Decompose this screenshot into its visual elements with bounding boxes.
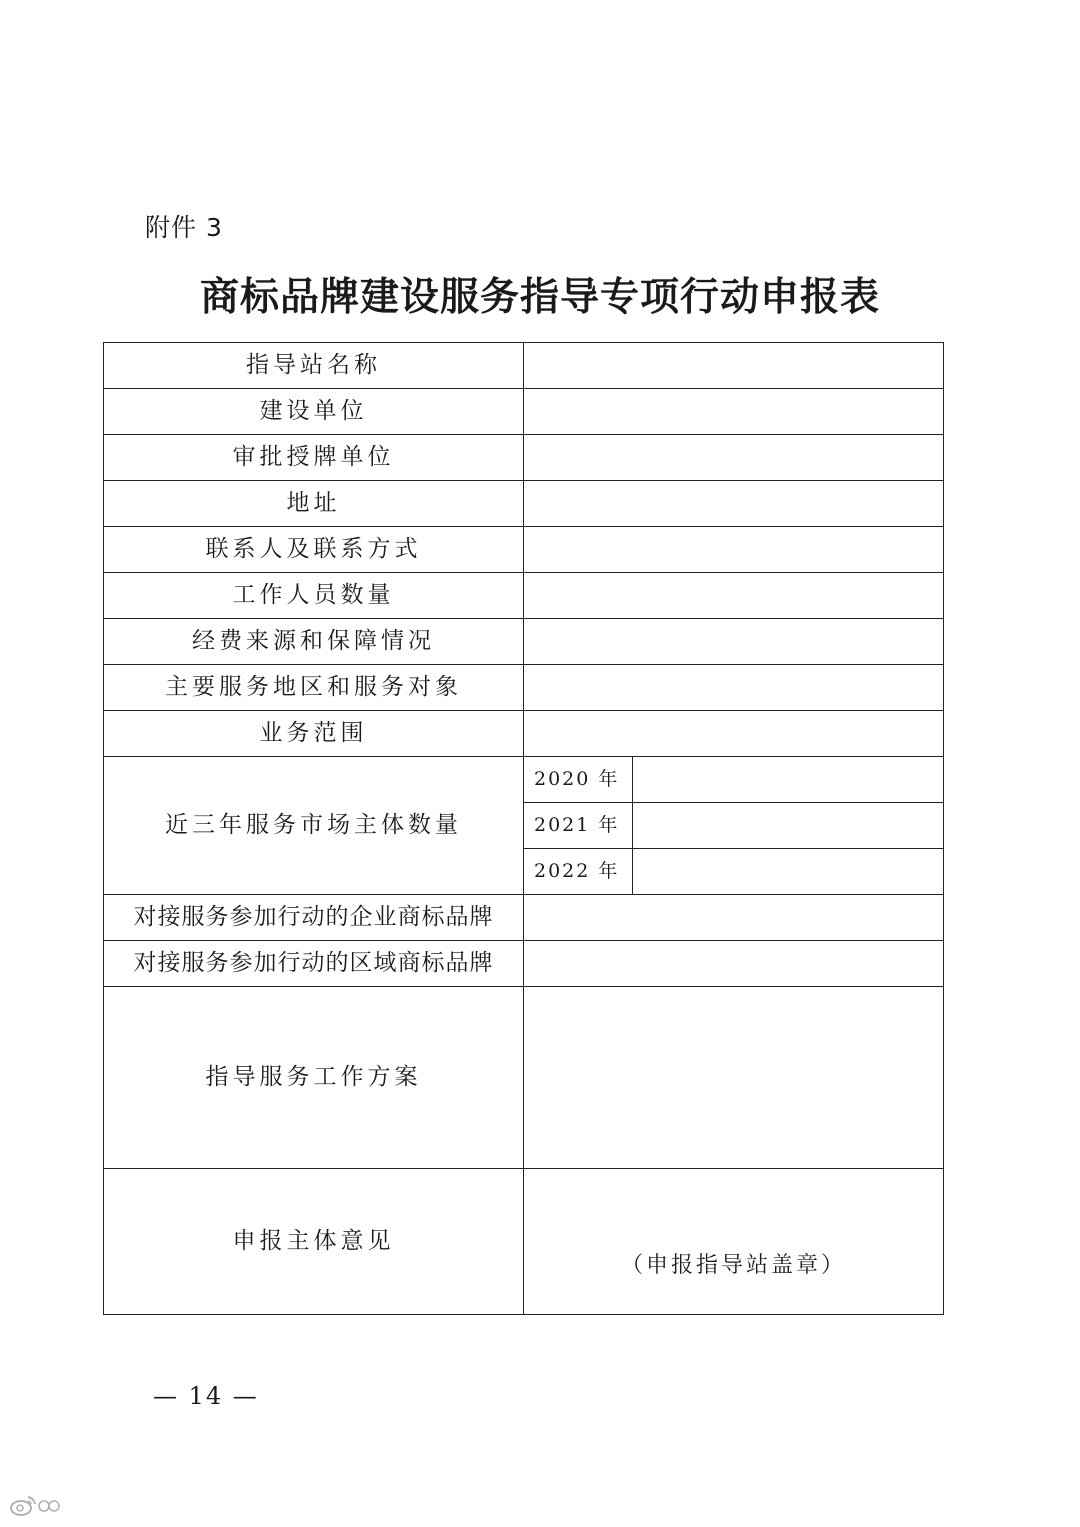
field-value-builder[interactable] <box>524 389 944 435</box>
field-label: 审批授牌单位 <box>104 435 524 481</box>
table-row <box>104 527 944 573</box>
field-value-year-2022[interactable] <box>633 849 944 895</box>
attachment-label: 附件 3 <box>145 213 223 242</box>
field-label: 工作人员数量 <box>104 573 524 619</box>
field-value-year-2021[interactable] <box>633 803 944 849</box>
field-value-funding[interactable] <box>524 619 944 665</box>
field-value-contact[interactable] <box>524 527 944 573</box>
table-row <box>104 389 944 435</box>
field-value-opinion[interactable] <box>524 1169 944 1315</box>
field-label: 联系人及联系方式 <box>104 527 524 573</box>
page-number: — 14 — <box>153 1382 259 1410</box>
field-label: 对接服务参加行动的区域商标品牌 <box>104 941 524 987</box>
field-label: 经费来源和保障情况 <box>104 619 524 665</box>
field-value-service-area[interactable] <box>524 665 944 711</box>
table-row <box>104 481 944 527</box>
field-label: 地址 <box>104 481 524 527</box>
field-label: 建设单位 <box>104 389 524 435</box>
field-value-year-2020[interactable] <box>633 757 944 803</box>
table-row <box>104 987 944 1169</box>
document-title: 商标品牌建设服务指导专项行动申报表 <box>199 274 880 320</box>
field-label: 对接服务参加行动的企业商标品牌 <box>104 895 524 941</box>
table-row <box>104 665 944 711</box>
table-row <box>104 941 944 987</box>
table-row <box>104 895 944 941</box>
watermark <box>8 1493 148 1519</box>
field-value-work-plan[interactable] <box>524 987 944 1169</box>
field-label: 申报主体意见 <box>104 1169 524 1315</box>
seal-note: （申报指导站盖章） <box>620 1253 846 1278</box>
field-label: 近三年服务市场主体数量 <box>104 757 524 895</box>
year-label: 2020 年 <box>524 757 633 803</box>
table-row <box>104 573 944 619</box>
field-value-staff-count[interactable] <box>524 573 944 619</box>
field-value-business-scope[interactable] <box>524 711 944 757</box>
table-row <box>104 1169 944 1315</box>
table-row <box>104 757 944 803</box>
table-row <box>104 619 944 665</box>
field-value-approval-unit[interactable] <box>524 435 944 481</box>
table-row <box>104 343 944 389</box>
weibo-logo-icon <box>8 1493 148 1519</box>
field-label: 指导服务工作方案 <box>104 987 524 1169</box>
field-value-enterprise-brand[interactable] <box>524 895 944 941</box>
field-value-address[interactable] <box>524 481 944 527</box>
field-label: 指导站名称 <box>104 343 524 389</box>
year-label: 2022 年 <box>524 849 633 895</box>
table-row <box>104 435 944 481</box>
field-label: 业务范围 <box>104 711 524 757</box>
application-form-table <box>103 342 944 1315</box>
table-row <box>104 711 944 757</box>
field-value-station-name[interactable] <box>524 343 944 389</box>
field-value-regional-brand[interactable] <box>524 941 944 987</box>
field-label: 主要服务地区和服务对象 <box>104 665 524 711</box>
year-label: 2021 年 <box>524 803 633 849</box>
